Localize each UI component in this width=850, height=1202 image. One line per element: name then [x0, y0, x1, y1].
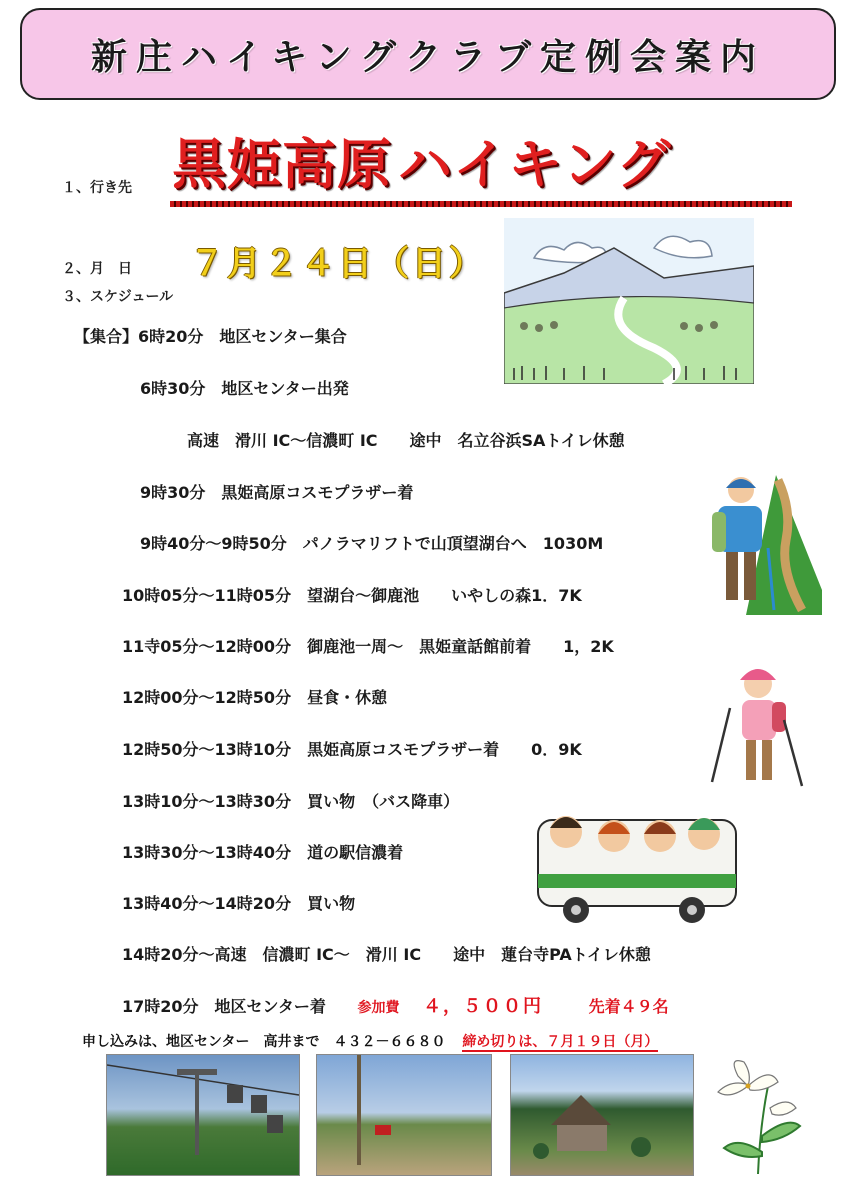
building-icon	[511, 1055, 693, 1175]
schedule-item: 6時30分 地区センター出発	[140, 379, 349, 398]
chairlift-icon	[107, 1055, 299, 1175]
hiker-man-illustration	[706, 470, 822, 615]
destination-suffix: ハイキング	[398, 132, 672, 196]
schedule-item: 12時00分～12時50分 昼食・休憩	[122, 688, 388, 707]
capacity: 先着４９名	[588, 997, 669, 1016]
lily-flower-illustration	[708, 1056, 808, 1174]
lamp-post-icon	[317, 1055, 491, 1175]
schedule-final-row	[122, 992, 669, 1018]
mountain-landscape-illustration	[504, 218, 754, 384]
bus-illustration	[532, 800, 742, 924]
deadline: 締め切りは、７月１９日（月）	[462, 1034, 659, 1050]
date-label: ２、月 日	[62, 261, 132, 277]
destination-name: 黒姫高原	[172, 132, 392, 196]
arrival-time: 17時20分 地区センター着	[122, 997, 326, 1016]
schedule-item: 13時30分～13時40分 道の駅信濃着	[122, 843, 404, 862]
schedule-item: 13時10分～13時30分 買い物 （バス降車）	[122, 792, 460, 811]
destination-underline	[170, 201, 792, 207]
schedule-item: 10時05分～11時05分 望湖台～御鹿池 いやしの森1．7K	[122, 586, 582, 605]
schedule-item: 【集合】6時20分 地区センター集合	[74, 327, 347, 346]
viewpoint-photo	[316, 1054, 492, 1176]
hiker-woman-illustration	[706, 656, 806, 796]
destination-title	[172, 134, 671, 194]
schedule-item: 11寺05分～12時00分 御鹿池一周～ 黒姫童話館前着 1，2K	[122, 637, 614, 656]
footer	[82, 1031, 658, 1051]
fee-label: 参加費	[357, 1000, 400, 1016]
schedule-item: 高速 滑川 IC～信濃町 IC 途中 名立谷浜SAトイレ休憩	[187, 431, 625, 450]
schedule-item: 14時20分～高速 信濃町 IC～ 滑川 IC 途中 蓮台寺PAトイレ休憩	[122, 945, 651, 964]
chairlift-photo	[106, 1054, 300, 1176]
date-value: ７月２４日（日）	[190, 244, 486, 284]
schedule-item: 13時40分～14時20分 買い物	[122, 894, 356, 913]
schedule-item: 9時30分 黒姫高原コスモプラザー着	[140, 483, 414, 502]
apply-info: 申し込みは、地区センター 高井まで ４３２－６６８０	[82, 1034, 446, 1050]
hall-photo	[510, 1054, 694, 1176]
fee-value: ４，５００円	[423, 996, 544, 1017]
page-title: 新庄ハイキングクラブ定例会案内	[91, 36, 765, 78]
title-banner	[20, 8, 836, 100]
schedule-label: ３、スケジュール	[62, 289, 174, 305]
schedule-item: 12時50分～13時10分 黒姫高原コスモプラザー着 0．9K	[122, 740, 582, 759]
destination-label: １、行き先	[62, 180, 132, 196]
schedule-item: 9時40分～9時50分 パノラマリフトで山頂望湖台へ 1030M	[140, 534, 604, 553]
